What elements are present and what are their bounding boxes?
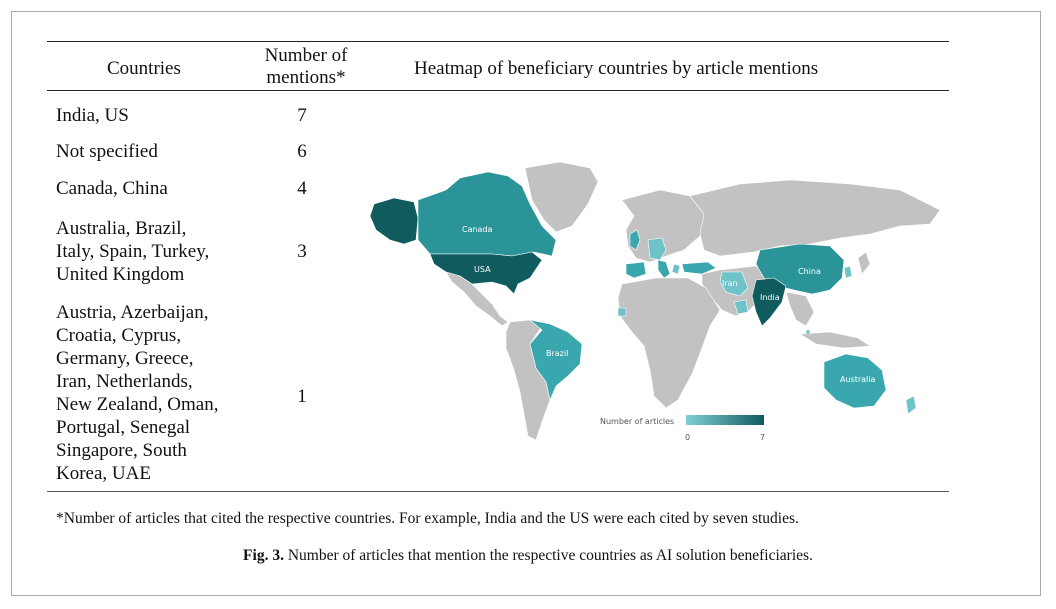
row-4-countries [56,217,256,286]
legend-title: Number of articles [600,417,675,426]
greece-shape [672,264,680,274]
legend-min: 0 [685,433,691,442]
table-header-rule [47,90,949,91]
row-1-line: India, US [56,105,129,126]
label-brazil: Brazil [546,349,569,358]
table-footnote: *Number of articles that cited the respective countries. For example, India and the US were each cited by seven studies. [56,510,799,527]
row-3-countries [56,177,256,200]
row-3-line: Canada, China [56,178,168,199]
row-2-line: Not specified [56,141,158,162]
row-4-line: Italy, Spain, Turkey, [56,241,210,262]
world-heatmap [360,160,950,450]
row-5-line: Croatia, Cyprus, [56,325,182,346]
label-usa: USA [474,265,491,274]
table-bottom-rule [47,491,949,492]
header-map-title: Heatmap of beneficiary countries by article mentions [414,58,819,79]
label-india: India [760,293,780,302]
table-top-rule [47,41,949,42]
alaska-shape [370,198,418,244]
header-mentions-line1: Number of [264,45,348,66]
japan-shape [858,252,870,274]
new-zealand-shape [906,396,916,414]
senegal-shape [618,308,626,316]
world-heatmap-svg [360,160,950,450]
label-canada: Canada [462,225,493,234]
row-5-line: Germany, Greece, [56,348,194,369]
header-countries: Countries [107,58,181,79]
russia-shape [690,180,940,256]
singapore-shape [806,330,810,334]
row-5-line: Singapore, South [56,440,187,461]
header-mentions-line2: mentions* [266,67,346,88]
label-china: China [798,267,821,276]
row-3-mentions: 4 [297,178,307,199]
southeast-asia-shape [786,292,814,326]
row-2-mentions: 6 [297,141,307,162]
row-5-line: Korea, UAE [56,463,151,484]
india-shape [752,278,786,326]
indonesia-shape [800,332,870,348]
label-iran: Iran [722,279,738,288]
italy-shape [658,260,670,278]
row-5-line: Portugal, Senegal [56,417,191,438]
row-1-mentions: 7 [297,105,307,126]
header-mentions [256,45,356,89]
legend-max: 7 [760,433,766,442]
figure-caption [0,547,1056,565]
row-5-line: New Zealand, Oman, [56,394,219,415]
iberia-shape [626,262,646,278]
label-australia: Australia [840,375,876,384]
row-2-countries [56,140,256,163]
south-korea-shape [844,266,852,278]
row-5-mentions: 1 [297,386,307,407]
row-4-line: Australia, Brazil, [56,218,187,239]
figure-caption-text: Number of articles that mention the respective countries as AI solution beneficiaries. [283,547,813,564]
row-4-line: United Kingdom [56,264,185,285]
row-5-countries [56,301,256,485]
row-5-line: Iran, Netherlands, [56,371,193,392]
figure-caption-label: Fig. 3. [243,547,284,564]
row-1-countries [56,104,256,127]
legend-gradient-bar [686,415,764,425]
africa-shape [618,278,720,408]
row-5-line: Austria, Azerbaijan, [56,302,209,323]
row-4-mentions: 3 [297,241,307,262]
